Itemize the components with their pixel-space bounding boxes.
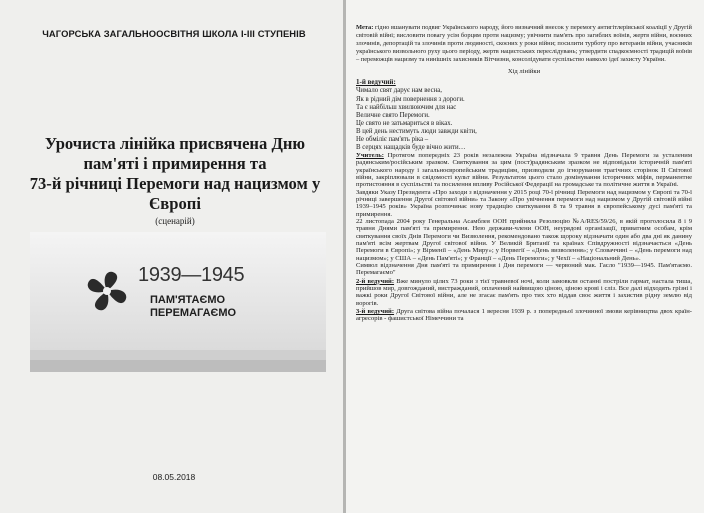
poppy-icon	[80, 264, 134, 318]
script-body	[356, 152, 692, 323]
poem	[356, 87, 692, 151]
poem-line: Чимало свят дарує нам весна,	[356, 87, 442, 95]
subtitle: (сценарій)	[155, 216, 195, 226]
title-line: 73-й річниці Перемоги над нацизмом у	[29, 174, 321, 193]
title-line: пам'яті і примирення та	[83, 154, 267, 173]
poem-line: В серцях нащадків буде вічно жити…	[356, 143, 466, 151]
section-heading: Хід лінійки	[507, 68, 541, 76]
aim-text: гідно вшанувати подвиг Українського народу, його визначний внесок у перемогу антигітлерівської коаліції у Другій світовій війні; висловити повагу усім борцям проти нацизму; увічнити пам'ять про загиблих воїнів, жертв війни, воєнних злочинів, депортацій та злочинів проти людяності, скоєних у роки війни; посилити турботу про ветеранів війни, учасників українського визвольного руху цього періоду, жертв нацистських переслідувань; утвердити спадкоємності традицій воїнів – переможців нацизму та нинішніх захисників Вітчизни, консолідувати суспільство навколо ідеї захисту України.	[356, 24, 692, 64]
years-label: 1939—1945	[138, 264, 245, 286]
paragraph	[356, 152, 692, 189]
paragraph: Символ відзначення Дня пам'яті та примирення і Дня перемоги — червоний мак. Гасло "1939—1945. Пам'ятаємо. Перемагаємо"	[356, 262, 692, 277]
slogan-line: ПЕРЕМАГАЄМО	[150, 307, 237, 319]
paragraph	[356, 278, 692, 307]
paragraph-text: Протягом попередніх 23 років незалежна Україна відзначала 9 травня День Перемоги за усталеним радянським/російським зразком. Святкування за цим (пост)радянським зразком не відповідали історичній пам'яті українського народу і загальноєвропейським традиціям, призводили до ігнорування трагічних сторінок ІІ Світової війни, закріплювали в свідомості культ війни. Результатом цього стало домінування історичних міфів, перманентне протистояння в суспільстві та посилення впливу Російської Федерації на громадське та політичне життя в Україні.	[356, 151, 692, 189]
paragraph: 22 листопада 2004 року Генеральна Асамблея ООН прийняла Резолюцію №A/RES/59/26, в якій проголосила 8 і 9 травня Днями пам'яті та примирення. Нею держави-члени ООН, неурядові організації, приватним особам, крім святкування своїх Днів Перемоги чи Визволення, рекомендовано також щороку відзначати один або два дні як данину пам'яті всім жертвам Другої світової війни. У Великій Британії та країнах Співдружності відзначається «День Перемоги в Європі»; у Вірменії – «День Миру»; у Норвегії – «День визволення»; у Словаччині – «День перемоги над нацизмом»; у США – «День Пам'яті»; у Франції – «День Перемоги»; у Чехії – «Національний День».	[356, 217, 692, 262]
poem-line: Величне свято Перемоги.	[356, 111, 430, 119]
speaker-label: 2-й ведучий:	[356, 277, 395, 285]
poem-line: Як в рідний дім повернення з дороги.	[356, 95, 465, 103]
paragraph-text: Друга світова війна почалася 1 вересня 1939 р. з попередньої злочинної змови керівництва двох країн-агресорів - фашистської Німеччини та	[356, 308, 692, 323]
paragraph: Завдяки Указу Президента «Про заходи з відзначення у 2015 році 70-ї річниці Перемоги над нацизмом у Європі та 70-ї річниці завершення Другої світової війни» та Закону «Про увічнення перемоги над нацизмом у Другій світовій війні 1939–1945 років» Україна розпочинає нову традицію святкування 8 та 9 травня в європейському дусі пам'яті та примирення.	[356, 188, 692, 218]
aim-paragraph	[356, 24, 692, 64]
slogan	[150, 294, 236, 320]
school-name: ЧАГОРСЬКА ЗАГАЛЬНООСВІТНЯ ШКОЛА І-ІІІ СТУПЕНІВ	[42, 28, 306, 39]
title-line: Європі	[149, 194, 201, 213]
left-page	[0, 0, 343, 513]
title-line: Урочиста лінійка присвячена Дню	[44, 134, 306, 153]
right-page	[346, 0, 704, 513]
script-text	[356, 24, 692, 323]
banner-stripe	[30, 360, 326, 372]
speaker-label: 1-й ведучий:	[356, 78, 396, 87]
poem-line: Це свято не затьмариться в віках.	[356, 119, 453, 127]
poem-line: В цей день нестимуть люди завжди квіти,	[356, 127, 477, 135]
poem-line: Не обміліє пам'ять ріка –	[356, 135, 429, 143]
banner-stripe	[30, 350, 326, 360]
slogan-line: ПАМ'ЯТАЄМО	[150, 294, 226, 306]
document-date: 08.05.2018	[152, 472, 196, 482]
speaker-label: 3-й ведучий:	[356, 308, 395, 316]
paragraph-text: Вже минуло цілих 73 роки з тієї травневої ночі, коли замовкли останні постріли гармат, настала тиша, прийшов мир, довгожданий, вистражданий, оплачений найвищою ціною, ціною крові і сліз. Все далі відходять грізні і важкі роки Другої Світової війни, але не згасає пам'ять про тих хто віддав своє життя і захистив рідну землю від ворогів.	[356, 277, 692, 307]
commemoration-banner	[30, 232, 326, 372]
aim-label: Мета:	[356, 24, 374, 31]
paragraph	[356, 308, 692, 323]
speaker-label: Учитель:	[356, 151, 384, 159]
page-title	[14, 134, 336, 214]
poem-line: Та є найбільш хвилюючим для нас	[356, 103, 457, 111]
